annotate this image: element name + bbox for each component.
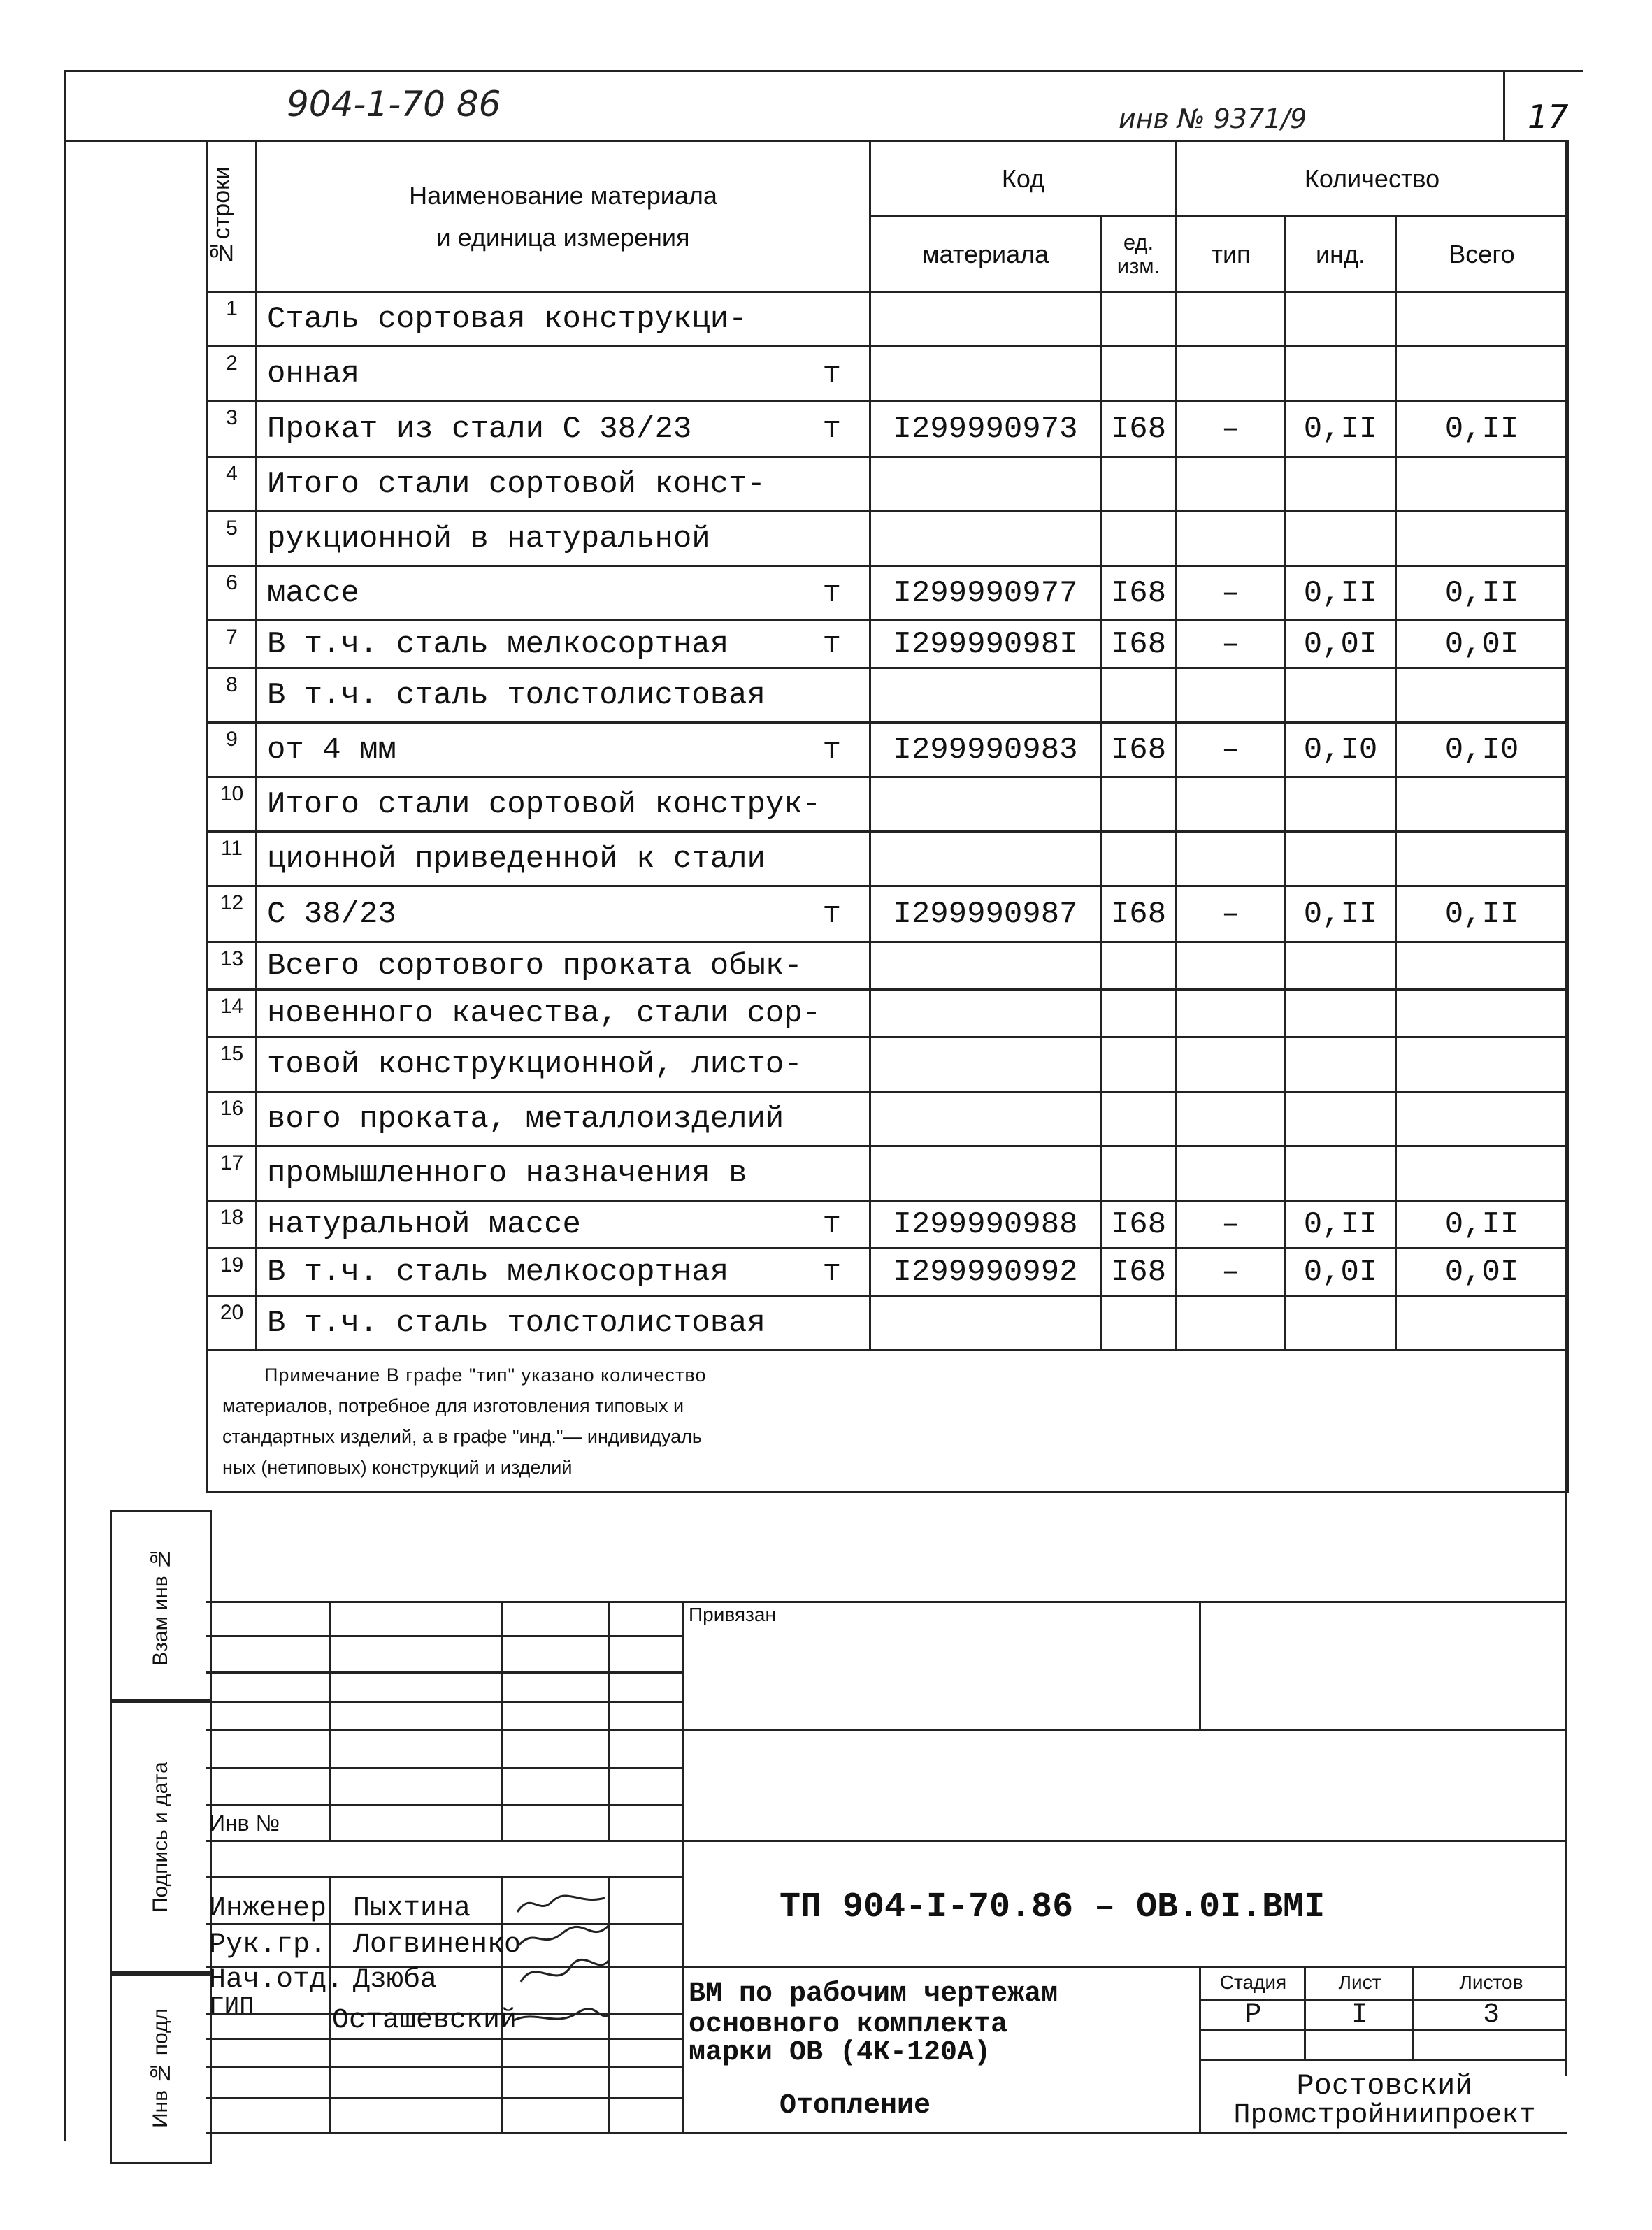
signatures bbox=[514, 1877, 612, 2045]
qty-total bbox=[1396, 990, 1568, 1037]
qty-total bbox=[1396, 832, 1568, 886]
qty-ind bbox=[1286, 1092, 1396, 1146]
qty-type bbox=[1177, 292, 1286, 347]
role-engineer: Инженер bbox=[209, 1893, 327, 1925]
material-name: от 4 мм т bbox=[257, 723, 870, 777]
header-qty-type: тип bbox=[1177, 217, 1286, 292]
material-code: I299990988 bbox=[870, 1201, 1101, 1249]
qty-total bbox=[1396, 668, 1568, 723]
side-stamp-inv-podl: Инв № подл bbox=[110, 1971, 212, 2164]
inv-no-label: Инв № bbox=[209, 1811, 280, 1836]
qty-ind: 0,0I bbox=[1286, 1249, 1396, 1296]
qty-type bbox=[1177, 777, 1286, 832]
material-name: массе т bbox=[257, 566, 870, 621]
privyazan-label: Привязан bbox=[689, 1604, 776, 1625]
qty-ind bbox=[1286, 668, 1396, 723]
unit-code bbox=[1101, 512, 1177, 566]
unit-code bbox=[1101, 668, 1177, 723]
qty-total: 0,II bbox=[1396, 886, 1568, 942]
qty-total bbox=[1396, 1296, 1568, 1351]
row-number: 5 bbox=[208, 512, 257, 566]
qty-total: 0,II bbox=[1396, 401, 1568, 457]
page-number-divider bbox=[1503, 70, 1505, 140]
material-name: В т.ч. сталь мелкосортная т bbox=[257, 621, 870, 668]
qty-type bbox=[1177, 457, 1286, 512]
qty-ind bbox=[1286, 990, 1396, 1037]
material-name: товой конструкционной, листо- bbox=[257, 1037, 870, 1092]
row-number: 16 bbox=[208, 1092, 257, 1146]
table-row bbox=[208, 457, 1568, 512]
material-code bbox=[870, 1146, 1101, 1201]
unit-code: I68 bbox=[1101, 723, 1177, 777]
qty-type: – bbox=[1177, 621, 1286, 668]
header-qty-total: Всего bbox=[1396, 217, 1568, 292]
name-group-head: Логвиненко bbox=[353, 1929, 522, 1961]
qty-type: – bbox=[1177, 566, 1286, 621]
description-line-1: ВМ по рабочим чертежам bbox=[689, 1978, 1058, 2010]
material-code: I299990983 bbox=[870, 723, 1101, 777]
unit-code bbox=[1101, 777, 1177, 832]
header-code-material: материала bbox=[870, 217, 1101, 292]
table-row bbox=[208, 832, 1568, 886]
qty-total bbox=[1396, 512, 1568, 566]
material-unit: т bbox=[822, 626, 841, 662]
header-row-number: №строки bbox=[208, 141, 257, 292]
header-quantity: Количество bbox=[1177, 141, 1568, 217]
qty-ind bbox=[1286, 292, 1396, 347]
row-number: 12 bbox=[208, 886, 257, 942]
unit-code: I68 bbox=[1101, 621, 1177, 668]
table-row bbox=[208, 512, 1568, 566]
material-name: В т.ч. сталь толстолистовая bbox=[257, 1296, 870, 1351]
qty-type bbox=[1177, 942, 1286, 990]
table-row bbox=[208, 566, 1568, 621]
material-code: I29999098I bbox=[870, 621, 1101, 668]
qty-type bbox=[1177, 1296, 1286, 1351]
unit-code bbox=[1101, 990, 1177, 1037]
table-row bbox=[208, 668, 1568, 723]
qty-type: – bbox=[1177, 401, 1286, 457]
table-note: Примечание В графе "тип" указано количество материалов, потребное для изготовления типовых и стандартных изделий, а в графе "инд."— индивидуаль ных (нетиповых) конструкций и изделий bbox=[208, 1351, 1568, 1492]
row-number: 13 bbox=[208, 942, 257, 990]
material-code: I299990973 bbox=[870, 401, 1101, 457]
table-row bbox=[208, 777, 1568, 832]
material-code bbox=[870, 512, 1101, 566]
qty-type bbox=[1177, 347, 1286, 401]
material-name: Итого стали сортовой конст- bbox=[257, 457, 870, 512]
material-code bbox=[870, 1092, 1101, 1146]
qty-type bbox=[1177, 1146, 1286, 1201]
qty-total bbox=[1396, 942, 1568, 990]
qty-type: – bbox=[1177, 1249, 1286, 1296]
qty-type: – bbox=[1177, 1201, 1286, 1249]
material-unit: т bbox=[822, 575, 841, 611]
table-row bbox=[208, 942, 1568, 990]
material-unit: т bbox=[822, 732, 841, 768]
table-row bbox=[208, 292, 1568, 347]
table-row bbox=[208, 1146, 1568, 1201]
qty-type bbox=[1177, 1092, 1286, 1146]
header-qty-ind: инд. bbox=[1286, 217, 1396, 292]
material-code bbox=[870, 777, 1101, 832]
row-number: 19 bbox=[208, 1249, 257, 1296]
unit-code bbox=[1101, 832, 1177, 886]
material-code bbox=[870, 457, 1101, 512]
qty-ind: 0,I0 bbox=[1286, 723, 1396, 777]
table-row bbox=[208, 990, 1568, 1037]
row-number: 15 bbox=[208, 1037, 257, 1092]
row-number: 7 bbox=[208, 621, 257, 668]
qty-ind: 0,II bbox=[1286, 1201, 1396, 1249]
table-row bbox=[208, 621, 1568, 668]
qty-type: – bbox=[1177, 886, 1286, 942]
table-row bbox=[208, 347, 1568, 401]
header-name: Наименование материала и единица измерения bbox=[257, 141, 870, 292]
name-engineer: Пыхтина bbox=[353, 1893, 471, 1925]
qty-ind: 0,0I bbox=[1286, 621, 1396, 668]
qty-type bbox=[1177, 668, 1286, 723]
sheets-label: Листов bbox=[1459, 1971, 1523, 1993]
material-name: онная т bbox=[257, 347, 870, 401]
material-code: I299990992 bbox=[870, 1249, 1101, 1296]
material-code: I299990987 bbox=[870, 886, 1101, 942]
qty-total: 0,0I bbox=[1396, 1249, 1568, 1296]
table-row bbox=[208, 1296, 1568, 1351]
qty-ind: 0,II bbox=[1286, 566, 1396, 621]
material-unit: т bbox=[822, 356, 841, 391]
table-row bbox=[208, 886, 1568, 942]
material-code bbox=[870, 832, 1101, 886]
material-code bbox=[870, 347, 1101, 401]
unit-code: I68 bbox=[1101, 1249, 1177, 1296]
row-number: 17 bbox=[208, 1146, 257, 1201]
role-group-head: Рук.гр. bbox=[209, 1929, 327, 1961]
unit-code: I68 bbox=[1101, 886, 1177, 942]
row-number: 11 bbox=[208, 832, 257, 886]
material-name: натуральной массе т bbox=[257, 1201, 870, 1249]
material-name: Прокат из стали С 38/23 т bbox=[257, 401, 870, 457]
material-name: Сталь сортовая конструкци- bbox=[257, 292, 870, 347]
material-name: Всего сортового проката обык- bbox=[257, 942, 870, 990]
page-number: 17 bbox=[1528, 98, 1569, 136]
unit-code: I68 bbox=[1101, 566, 1177, 621]
qty-ind bbox=[1286, 777, 1396, 832]
qty-ind bbox=[1286, 832, 1396, 886]
material-name: С 38/23 т bbox=[257, 886, 870, 942]
unit-code bbox=[1101, 457, 1177, 512]
materials-table bbox=[206, 140, 1569, 1493]
unit-code bbox=[1101, 1296, 1177, 1351]
qty-ind bbox=[1286, 942, 1396, 990]
qty-ind bbox=[1286, 457, 1396, 512]
table-row bbox=[208, 401, 1568, 457]
row-number: 3 bbox=[208, 401, 257, 457]
name-dept-head: Дзюба bbox=[353, 1964, 438, 1996]
sheet-value: I bbox=[1351, 1999, 1368, 2031]
material-code bbox=[870, 1037, 1101, 1092]
stage-label: Стадия bbox=[1219, 1971, 1287, 1993]
material-name: промышленного назначения в bbox=[257, 1146, 870, 1201]
stage-value: Р bbox=[1244, 1999, 1262, 2031]
material-code bbox=[870, 990, 1101, 1037]
unit-code bbox=[1101, 347, 1177, 401]
inventory-number: инв № 9371/9 bbox=[1119, 103, 1307, 134]
unit-code: I68 bbox=[1101, 401, 1177, 457]
qty-ind bbox=[1286, 1146, 1396, 1201]
material-name: новенного качества, стали сор- bbox=[257, 990, 870, 1037]
qty-type bbox=[1177, 512, 1286, 566]
row-number: 4 bbox=[208, 457, 257, 512]
qty-total: 0,II bbox=[1396, 566, 1568, 621]
title-block bbox=[206, 1601, 1567, 2174]
qty-ind: 0,II bbox=[1286, 886, 1396, 942]
qty-type: – bbox=[1177, 723, 1286, 777]
table-row bbox=[208, 1201, 1568, 1249]
qty-ind bbox=[1286, 512, 1396, 566]
sheet-label: Лист bbox=[1338, 1971, 1381, 1993]
material-name: ционной приведенной к стали bbox=[257, 832, 870, 886]
row-number: 9 bbox=[208, 723, 257, 777]
qty-type bbox=[1177, 1037, 1286, 1092]
side-stamp-podpis: Подпись и дата bbox=[110, 1699, 212, 1976]
description-line-2: основного комплекта bbox=[689, 2009, 1008, 2041]
role-chief-engineer: ГИП bbox=[209, 1992, 254, 2021]
material-code bbox=[870, 668, 1101, 723]
table-row bbox=[208, 1249, 1568, 1296]
organization-line-1: Ростовский bbox=[1296, 2069, 1473, 2103]
unit-code bbox=[1101, 292, 1177, 347]
role-dept-head: Нач.отд. bbox=[209, 1964, 344, 1996]
qty-total bbox=[1396, 347, 1568, 401]
row-number: 18 bbox=[208, 1201, 257, 1249]
qty-ind bbox=[1286, 1296, 1396, 1351]
table-row bbox=[208, 1092, 1568, 1146]
side-stamp-vzam: Взам инв № bbox=[110, 1510, 212, 1703]
row-number: 2 bbox=[208, 347, 257, 401]
material-code: I299990977 bbox=[870, 566, 1101, 621]
row-number: 8 bbox=[208, 668, 257, 723]
material-name: вого проката, металлоизделий bbox=[257, 1092, 870, 1146]
document-number: 904-1-70 86 bbox=[287, 84, 501, 124]
drawing-code: ТП 904-I-70.86 – ОВ.0I.ВМI bbox=[780, 1887, 1326, 1927]
material-code bbox=[870, 292, 1101, 347]
row-number: 6 bbox=[208, 566, 257, 621]
qty-total bbox=[1396, 777, 1568, 832]
name-chief-engineer: Осташевский bbox=[332, 2005, 517, 2036]
material-name: рукционной в натуральной bbox=[257, 512, 870, 566]
description-line-3: марки ОВ (4К-120А) bbox=[689, 2037, 991, 2069]
qty-ind bbox=[1286, 1037, 1396, 1092]
material-code bbox=[870, 1296, 1101, 1351]
row-number: 1 bbox=[208, 292, 257, 347]
qty-total bbox=[1396, 1146, 1568, 1201]
material-unit: т bbox=[822, 1207, 841, 1242]
material-name: В т.ч. сталь толстолистовая bbox=[257, 668, 870, 723]
table-row bbox=[208, 1037, 1568, 1092]
row-number: 20 bbox=[208, 1296, 257, 1351]
header-code: Код bbox=[870, 141, 1177, 217]
unit-code bbox=[1101, 1146, 1177, 1201]
qty-total: 0,I0 bbox=[1396, 723, 1568, 777]
unit-code bbox=[1101, 1092, 1177, 1146]
sheets-value: 3 bbox=[1482, 1999, 1500, 2031]
qty-total: 0,0I bbox=[1396, 621, 1568, 668]
qty-total: 0,II bbox=[1396, 1201, 1568, 1249]
section-name: Отопление bbox=[780, 2090, 931, 2122]
qty-ind: 0,II bbox=[1286, 401, 1396, 457]
row-number: 10 bbox=[208, 777, 257, 832]
qty-ind bbox=[1286, 347, 1396, 401]
row-number: 14 bbox=[208, 990, 257, 1037]
qty-total bbox=[1396, 1037, 1568, 1092]
unit-code bbox=[1101, 1037, 1177, 1092]
material-code bbox=[870, 942, 1101, 990]
table-row bbox=[208, 723, 1568, 777]
header-code-unit: ед. изм. bbox=[1101, 217, 1177, 292]
material-unit: т bbox=[822, 1254, 841, 1290]
unit-code bbox=[1101, 942, 1177, 990]
unit-code: I68 bbox=[1101, 1201, 1177, 1249]
qty-type bbox=[1177, 990, 1286, 1037]
qty-total bbox=[1396, 1092, 1568, 1146]
organization-line-2: Промстройниипроект bbox=[1233, 2100, 1536, 2131]
qty-total bbox=[1396, 457, 1568, 512]
material-name: В т.ч. сталь мелкосортная т bbox=[257, 1249, 870, 1296]
qty-total bbox=[1396, 292, 1568, 347]
material-unit: т bbox=[822, 896, 841, 932]
material-name: Итого стали сортовой конструк- bbox=[257, 777, 870, 832]
qty-type bbox=[1177, 832, 1286, 886]
material-unit: т bbox=[822, 411, 841, 447]
